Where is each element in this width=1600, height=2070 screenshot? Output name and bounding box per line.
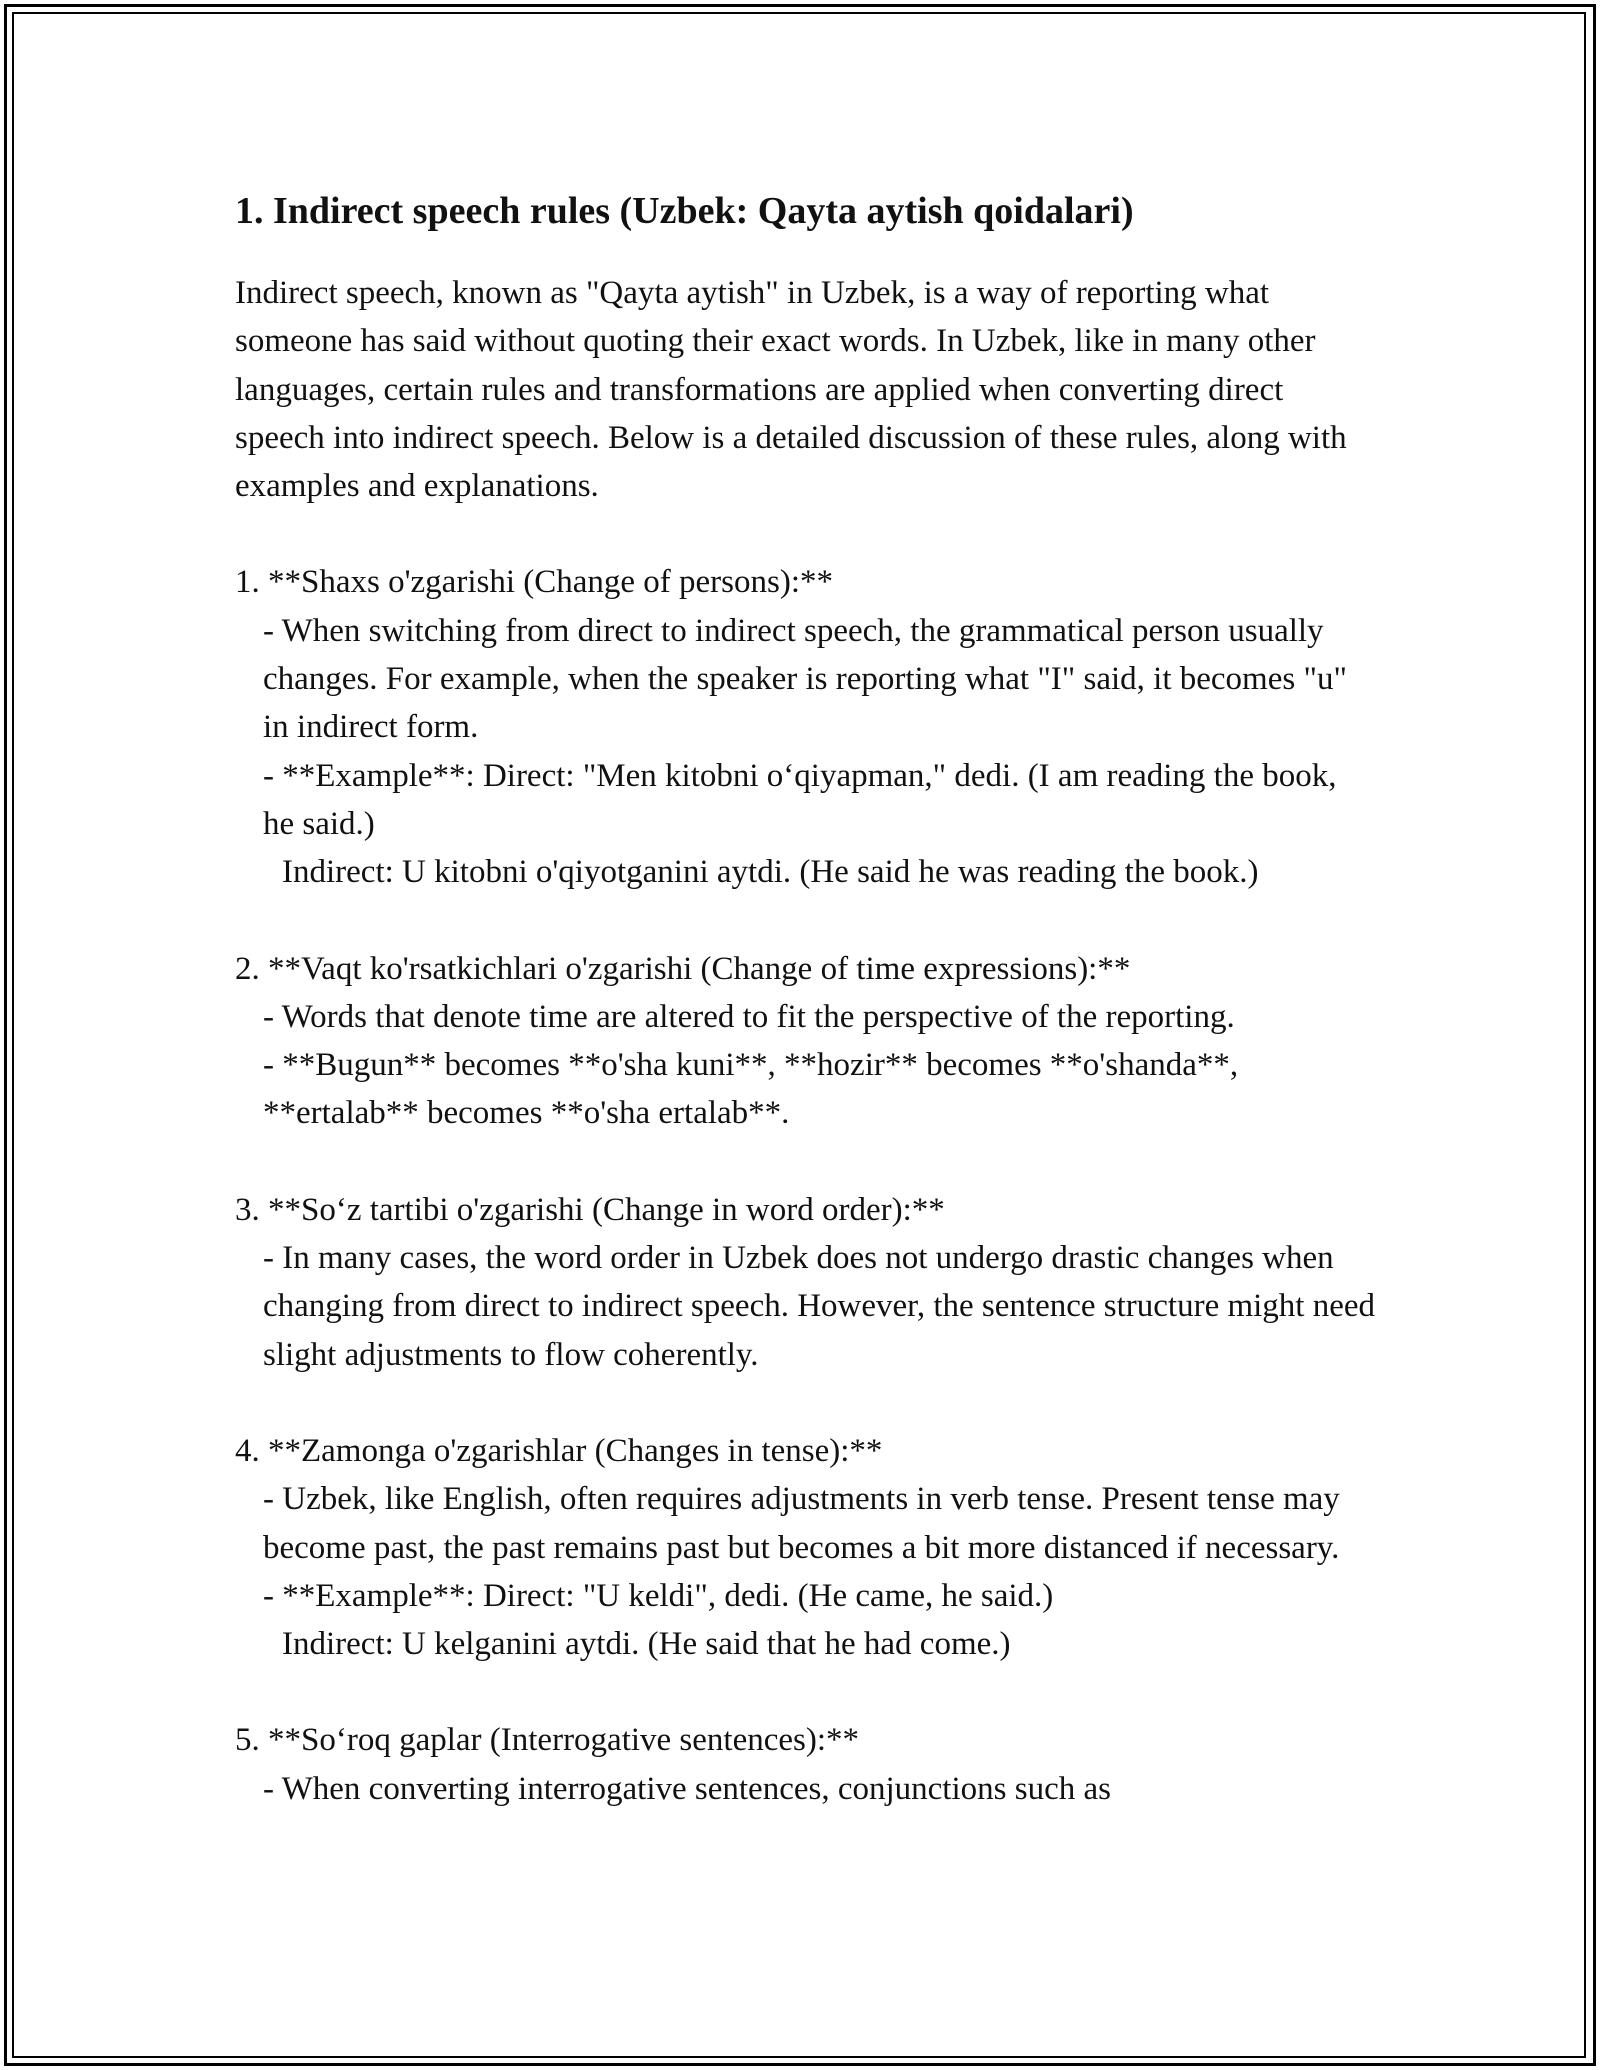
- document-body: [235, 185, 1384, 1861]
- intro-paragraph: Indirect speech, known as "Qayta aytish" in Uzbek, is a way of reporting what someone has said without quoting their exact words. In Uzbek, like in many other languages, certain rules and transformations are applied when converting direct speech into indirect speech. Below is a detailed discussion of these rules, along with examples and explanations.: [235, 275, 1347, 505]
- section-interrogative-sentences: [235, 1716, 1375, 1813]
- section-line: - When converting interrogative sentences, conjunctions such as: [263, 1770, 1111, 1807]
- example-line: - **Example**: Direct: "U keldi", dedi. (He came, he said.): [263, 1577, 1054, 1614]
- example-line: - **Example**: Direct: "Men kitobni o‘qiyapman," dedi. (I am reading the book, he said.): [263, 757, 1345, 842]
- example-indirect-line: Indirect: U kitobni o'qiyotganini aytdi. (He said he was reading the book.): [282, 854, 1259, 891]
- section-heading: 2. **Vaqt ko'rsatkichlari o'zgarishi (Change of time expressions):**: [235, 950, 1131, 987]
- section-heading: 1. **Shaxs o'zgarishi (Change of persons):**: [235, 564, 834, 601]
- section-line: - In many cases, the word order in Uzbek does not undergo drastic changes when changing from direct to indirect speech. However, the sentence structure might need slight adjustments to flow coherently.: [263, 1240, 1384, 1373]
- section-heading: 3. **So‘z tartibi o'zgarishi (Change in word order):**: [235, 1191, 945, 1228]
- section-line: - Words that denote time are altered to fit the perspective of the reporting.: [263, 998, 1235, 1035]
- section-changes-in-tense: [235, 1427, 1375, 1668]
- document-title: 1. Indirect speech rules (Uzbek: Qayta aytish qoidalari): [235, 190, 1134, 232]
- section-change-of-persons: [235, 558, 1375, 896]
- section-change-in-word-order: [235, 1186, 1384, 1379]
- section-heading: 4. **Zamonga o'zgarishlar (Changes in tense):**: [235, 1432, 883, 1469]
- section-line: - When switching from direct to indirect speech, the grammatical person usually changes. For example, when the speaker is reporting what "I" said, it becomes "u" in indirect form.: [263, 612, 1356, 746]
- section-line: - Uzbek, like English, often requires adjustments in verb tense. Present tense may become past, the past remains past but becomes a bit more distanced if necessary.: [263, 1481, 1349, 1566]
- section-line: - **Bugun** becomes **o'sha kuni**, **hozir** becomes **o'shanda**, **ertalab** becomes **o'sha ertalab**.: [263, 1047, 1247, 1132]
- section-heading: 5. **So‘roq gaplar (Interrogative sentences):**: [235, 1722, 860, 1759]
- example-indirect-line: Indirect: U kelganini aytdi. (He said that he had come.): [282, 1626, 1011, 1663]
- section-change-of-time-expressions: [235, 945, 1375, 1138]
